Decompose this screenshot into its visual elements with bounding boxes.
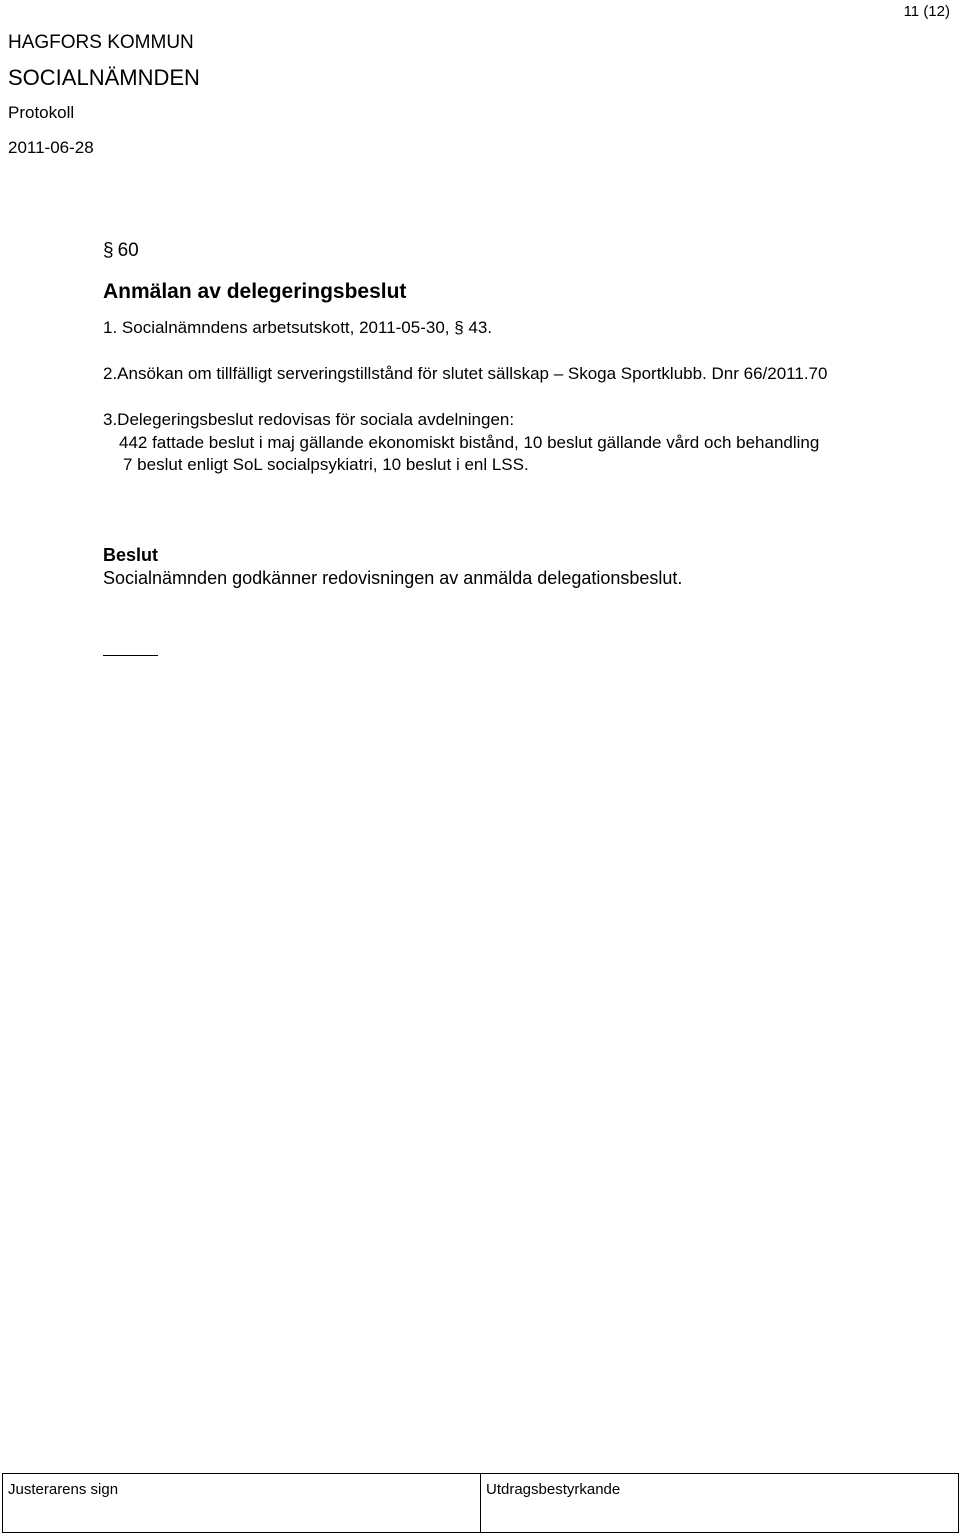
page-number: 11 (12) bbox=[903, 3, 950, 20]
item-3: 3.Delegeringsbeslut redovisas för sociala avdelningen: bbox=[103, 410, 515, 429]
paragraph-title: Anmälan av delegeringsbeslut bbox=[103, 280, 407, 303]
signature-footer bbox=[2, 1473, 959, 1533]
decision-text: Socialnämnden godkänner redovisningen av anmälda delegationsbeslut. bbox=[103, 568, 683, 588]
item-1: 1. Socialnämndens arbetsutskott, 2011-05-30, § 43. bbox=[103, 318, 493, 337]
paragraph-number bbox=[103, 240, 139, 262]
document-type: Protokoll bbox=[8, 103, 75, 122]
document-date: 2011-06-28 bbox=[8, 138, 94, 157]
section-sign: § bbox=[103, 240, 114, 261]
end-rule bbox=[103, 655, 158, 656]
item-2: 2.Ansökan om tillfälligt serveringstillstånd för slutet sällskap – Skoga Sportklubb. Dnr 66/2011.70 bbox=[103, 364, 828, 383]
paragraph-number-value: 60 bbox=[117, 240, 139, 261]
decision-label: Beslut bbox=[103, 545, 159, 565]
item-3-detail-2: 7 beslut enligt SoL socialpsykiatri, 10 beslut i enl LSS. bbox=[123, 455, 529, 474]
utdragsbestyrkande-box: Utdragsbestyrkande bbox=[480, 1474, 958, 1532]
organization-name: HAGFORS KOMMUN bbox=[8, 32, 194, 53]
department-name: SOCIALNÄMNDEN bbox=[8, 65, 200, 90]
justerarens-sign-box: Justerarens sign bbox=[8, 1481, 119, 1498]
item-3-detail-1: 442 fattade beslut i maj gällande ekonomiskt bistånd, 10 beslut gällande vård och behandling bbox=[119, 433, 820, 452]
